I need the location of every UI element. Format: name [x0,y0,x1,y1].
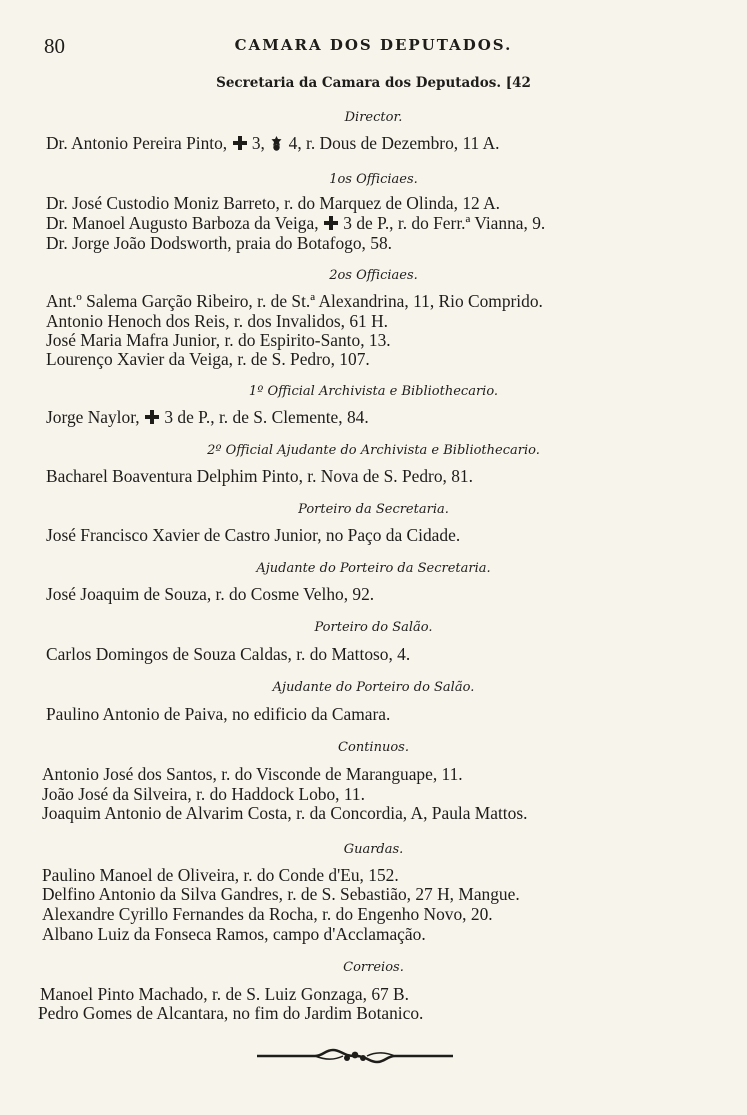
list-item: José Maria Mafra Junior, r. do Espirito-Santo, 13. [46,330,391,350]
entry-text: 4, r. Dous de Dezembro, 11 A. [288,133,500,153]
heading-messengers: Correios. [343,960,404,975]
running-title: CAMARA DOS DEPUTADOS. [234,36,513,54]
entry-text: Jorge Naylor, [46,407,140,427]
list-item: Antonio José dos Santos, r. do Visconde de Maranguape, 11. [42,764,463,784]
heading-archivist: 1º Official Archivista e Bibliothecario. [248,384,499,399]
heading-ushers: Continuos. [338,740,409,755]
order-cross-icon [233,136,247,150]
list-item: Lourenço Xavier da Veiga, r. de S. Pedro, 107. [46,349,370,369]
entry-text: 3 de P., r. do Ferr.ª Vianna, 9. [343,213,546,233]
list-item: Dr. José Custodio Moniz Barreto, r. do Marquez de Olinda, 12 A. [46,193,501,213]
entry-text: 3 de P., r. de S. Clemente, 84. [164,407,369,427]
entry-director [46,133,500,153]
list-item: Antonio Henoch dos Reis, r. dos Invalidos, 61 H. [46,311,388,331]
list-item [46,407,369,427]
list-item: Pedro Gomes de Alcantara, no fim do Jardim Botanico. [38,1003,424,1023]
list-item: Joaquim Antonio de Alvarim Costa, r. da Concordia, A, Paula Mattos. [42,803,528,823]
list-item: Carlos Domingos de Souza Caldas, r. do Mattoso, 4. [46,644,411,664]
list-item: João José da Silveira, r. do Haddock Lobo, 11. [42,784,365,804]
entry-text: Dr. Manoel Augusto Barboza da Veiga, [46,213,319,233]
entry-text: 3, [251,133,265,153]
heading-director: Director. [344,110,403,125]
heading-secretariat-porter: Porteiro da Secretaria. [298,502,449,517]
list-item [46,213,545,233]
list-item: Paulino Antonio de Paiva, no edificio da Camara. [46,704,391,724]
list-item: José Francisco Xavier de Castro Junior, no Paço da Cidade. [46,525,461,545]
list-item: Manoel Pinto Machado, r. de S. Luiz Gonzaga, 67 B. [40,984,409,1004]
list-item: Dr. Jorge João Dodsworth, praia do Botafogo, 58. [46,233,392,253]
list-item: Bacharel Boaventura Delphim Pinto, r. Nova de S. Pedro, 81. [46,466,473,486]
list-item: Albano Luiz da Fonseca Ramos, campo d'Acclamação. [42,924,426,944]
heading-hall-porter: Porteiro do Salão. [314,620,433,635]
list-item: José Joaquim de Souza, r. do Cosme Velho, 92. [46,584,375,604]
order-cross-icon [324,216,338,230]
list-item: Paulino Manoel de Oliveira, r. do Conde d'Eu, 152. [42,865,399,885]
list-item: Ant.º Salema Garção Ribeiro, r. de St.ª Alexandrina, 11, Rio Comprido. [46,291,543,311]
section-subtitle: Secretaria da Camara dos Deputados. [42 [216,75,531,91]
heading-assistant-secretariat-porter: Ajudante do Porteiro da Secretaria. [256,561,491,576]
list-item: Alexandre Cyrillo Fernandes da Rocha, r. do Engenho Novo, 20. [42,904,493,924]
page-number: 80 [44,34,65,58]
heading-assistant-archivist: 2º Official Ajudante do Archivista e Bibliothecario. [207,443,540,458]
heading-assistant-hall-porter: Ajudante do Porteiro do Salão. [272,680,475,695]
heading-first-officers: 1os Officiaes. [329,172,418,187]
medal-icon [270,136,283,151]
entry-text: Dr. Antonio Pereira Pinto, [46,133,228,153]
heading-second-officers: 2os Officiaes. [329,268,418,283]
heading-guards: Guardas. [343,842,404,857]
list-item: Delfino Antonio da Silva Gandres, r. de S. Sebastião, 27 H, Mangue. [42,884,520,904]
order-cross-icon [145,410,159,424]
tailpiece-ornament-icon [255,1044,455,1068]
